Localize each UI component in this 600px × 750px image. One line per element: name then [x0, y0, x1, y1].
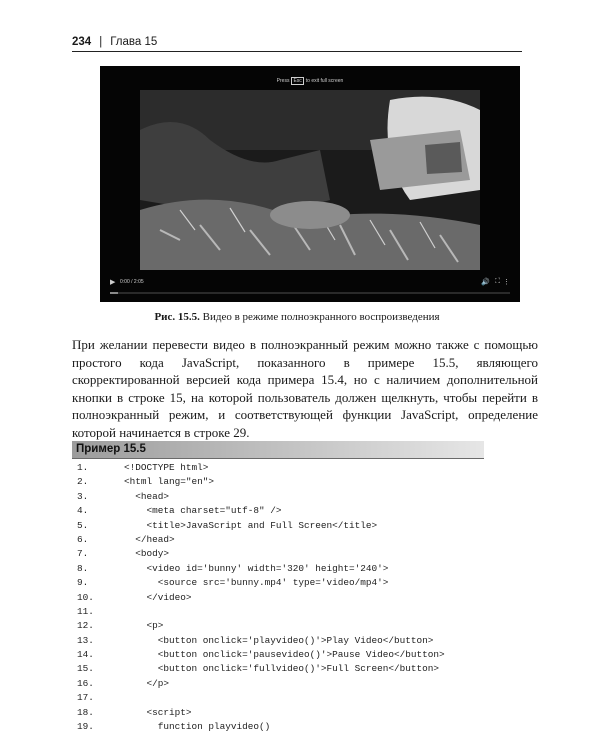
video-controls: [108, 278, 512, 288]
code-line: [72, 605, 532, 619]
line-number: 2.: [77, 476, 89, 488]
code-text: <video id='bunny' width='320' height='240'>: [124, 562, 389, 574]
code-text: <button onclick='pausevideo()'>Pause Video</button>: [124, 649, 445, 661]
code-text: function playvideo(): [124, 721, 271, 733]
video-figure: [100, 66, 520, 302]
code-text: <source src='bunny.mp4' type='video/mp4'>: [124, 577, 389, 589]
line-number: 3.: [77, 490, 89, 502]
code-text: <script>: [124, 706, 192, 718]
code-text: <p>: [124, 620, 164, 632]
code-line: [72, 562, 532, 576]
esc-key: Esc: [293, 78, 302, 84]
code-line: [72, 677, 532, 691]
code-line: [72, 461, 532, 475]
fullscreen-message: Press Esc to exit full screen: [276, 78, 344, 84]
fullscreen-icon[interactable]: ⛶: [495, 278, 500, 285]
line-number: 15.: [77, 663, 94, 675]
line-number: 13.: [77, 634, 94, 646]
code-text: <html lang="en">: [124, 476, 215, 488]
code-line: [72, 648, 532, 662]
code-line: [72, 634, 532, 648]
header-separator: |: [99, 36, 103, 48]
code-line: [72, 662, 532, 676]
figure-label: Рис. 15.5.: [154, 311, 200, 323]
chapter-title: Глава 15: [110, 36, 158, 48]
example-title: Пример 15.5: [76, 443, 146, 455]
code-line: [72, 706, 532, 720]
code-text: <head>: [124, 490, 170, 502]
code-listing: [72, 461, 532, 734]
line-number: 9.: [77, 577, 89, 589]
code-line: [72, 490, 532, 504]
code-line: [72, 475, 532, 489]
example-header: [72, 441, 484, 459]
code-text: </head>: [124, 533, 175, 545]
line-number: 18.: [77, 706, 94, 718]
code-line: [72, 504, 532, 518]
code-text: <title>JavaScript and Full Screen</title>: [124, 519, 378, 531]
line-number: 14.: [77, 649, 94, 661]
line-number: 1.: [77, 462, 89, 473]
line-number: 8.: [77, 562, 89, 574]
line-number: 16.: [77, 677, 94, 689]
line-number: 11.: [77, 605, 94, 617]
volume-icon[interactable]: 🔊: [481, 279, 490, 286]
code-text: </p>: [124, 677, 170, 689]
code-text: <body>: [124, 548, 170, 560]
video-progress-bar[interactable]: [110, 292, 510, 294]
code-line: [72, 576, 532, 590]
page-number: 234: [72, 36, 92, 48]
line-number: 4.: [77, 505, 89, 517]
code-text: </video>: [124, 591, 192, 603]
code-text: <button onclick='playvideo()'>Play Video</button>: [124, 634, 434, 646]
code-line: [72, 533, 532, 547]
play-icon[interactable]: ▶: [110, 279, 116, 286]
figure-caption: [72, 311, 522, 323]
line-number: 19.: [77, 721, 94, 733]
code-line: [72, 591, 532, 605]
video-frame: [140, 90, 480, 270]
code-line: [72, 547, 532, 561]
body-paragraph: При желании перевести видео в полноэкранный режим можно также с помощью простого кода JavaScript, показанного в примере 15.5, являющего скорректированной версией кода примера 15.4, но с наличием дополнительной кнопки в строке 15, на которой пользователь должен щелкнуть, чтобы перейти в полноэкранный режим, и соответствующей функции JavaScript, определение которой начинается в строке 29.: [72, 337, 538, 440]
code-line: [72, 720, 532, 734]
line-number: 6.: [77, 533, 89, 545]
code-line: [72, 519, 532, 533]
figure-caption-text: Видео в режиме полноэкранного воспроизведения: [202, 311, 440, 323]
video-progress-fill: [110, 292, 118, 294]
code-line: [72, 691, 532, 705]
more-icon[interactable]: ⋮: [503, 279, 510, 286]
code-line: [72, 619, 532, 633]
code-text: <button onclick='fullvideo()'>Full Screen</button>: [124, 663, 440, 675]
line-number: 5.: [77, 519, 89, 531]
line-number: 17.: [77, 692, 94, 704]
video-time: 0:00 / 2:05: [120, 279, 144, 285]
line-number: 10.: [77, 591, 94, 603]
line-number: 12.: [77, 620, 94, 632]
code-text: <meta charset="utf-8" />: [124, 505, 282, 517]
page-header: [72, 36, 522, 52]
line-number: 7.: [77, 548, 89, 560]
code-text: <!DOCTYPE html>: [124, 462, 209, 473]
